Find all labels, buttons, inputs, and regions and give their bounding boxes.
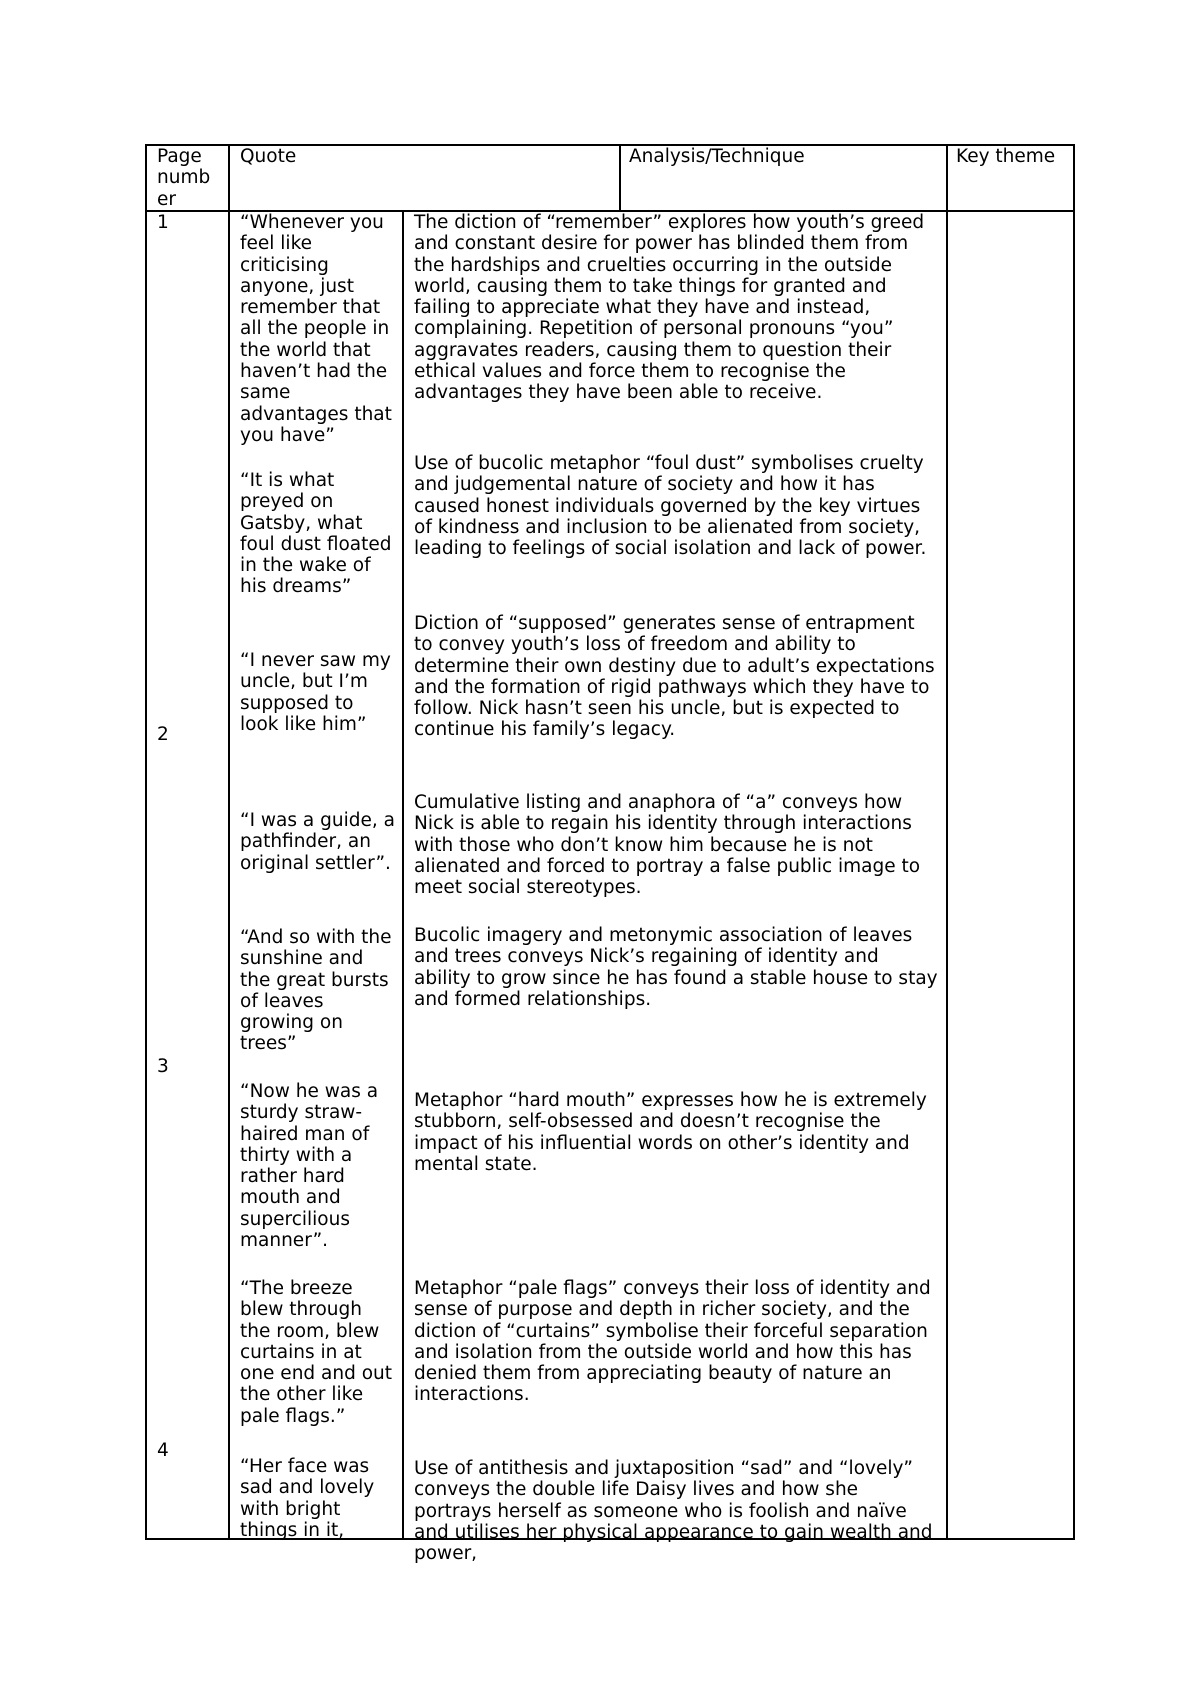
quote-analysis-divider-body	[402, 210, 404, 1540]
header-key-theme: Key theme	[956, 146, 1056, 167]
quote-cell-5: “And so with the sunshine and the great bursts of leaves growing on trees”	[240, 927, 392, 1055]
table-left-border	[145, 144, 147, 1540]
header-quote: Quote	[240, 146, 297, 167]
analysis-cell-6: Metaphor “hard mouth” expresses how he is extremely stubborn, self-obsessed and doesn’t recognise the impact of his influential words on other’s identity and mental state.	[414, 1090, 927, 1175]
quote-cell-1: “Whenever you feel like criticising anyone, just remember that all the people in the world that haven’t had the same advantages that you have”	[240, 212, 392, 446]
analysis-cell-8: Use of antithesis and juxtaposition “sad” and “lovely” conveys the double life Daisy lives and how she portrays herself as someone who is foolish and naïve and utilises her physical appearance to gain wealth and power,	[414, 1458, 933, 1565]
table-right-border	[1073, 144, 1075, 1540]
quote-analysis-divider-header	[619, 144, 621, 211]
header-analysis: Analysis/Technique	[629, 146, 805, 167]
analysis-theme-divider	[946, 144, 948, 1540]
analysis-cell-1: The diction of “remember” explores how youth’s greed and constant desire for power has blinded them from the hardships and cruelties occurring in the outside world, causing them to take things for granted and failing to appreciate what they have and instead, complaining. Repetition of personal pronouns “you” aggravates readers, causing them to question their ethical values and force them to recognise the advantages they have been able to receive.	[414, 212, 925, 404]
page-col-divider	[228, 144, 230, 1540]
quote-cell-6: “Now he was a sturdy straw-haired man of thirty with a rather hard mouth and supercilious manner”.	[240, 1081, 379, 1252]
quote-cell-3: “I never saw my uncle, but I’m supposed to look like him”	[240, 650, 391, 735]
page-number-1: 1	[157, 212, 169, 233]
header-page-number: Page numb er	[157, 146, 211, 210]
page-number-4: 4	[157, 1440, 169, 1461]
analysis-cell-3: Diction of “supposed” generates sense of entrapment to convey youth’s loss of freedom and ability to determine their own destiny due to adult’s expectations and the formation of rigid pathways which they have to follow. Nick hasn’t seen his uncle, but is expected to continue his family’s legacy.	[414, 613, 935, 741]
quote-cell-2: “It is what preyed on Gatsby, what foul dust floated in the wake of his dreams”	[240, 470, 392, 598]
analysis-cell-4: Cumulative listing and anaphora of “a” conveys how Nick is able to regain his identity through interactions with those who don’t know him because he is not alienated and forced to portray a false public image to meet social stereotypes.	[414, 792, 921, 899]
quote-cell-7: “The breeze blew through the room, blew curtains in at one end and out the other like pale flags.”	[240, 1278, 393, 1427]
page-number-2: 2	[157, 724, 169, 745]
page-number-3: 3	[157, 1056, 169, 1077]
quote-cell-4: “I was a guide, a pathfinder, an original settler”.	[240, 810, 395, 874]
analysis-cell-7: Metaphor “pale flags” conveys their loss of identity and sense of purpose and depth in richer society, and the diction of “curtains” symbolise their forceful separation and isolation from the outside world and how this has denied them from appreciating beauty of nature an interactions.	[414, 1278, 931, 1406]
analysis-cell-5: Bucolic imagery and metonymic association of leaves and trees conveys Nick’s regaining of identity and ability to grow since he has found a stable house to stay and formed relationships.	[414, 925, 938, 1010]
quote-cell-8: “Her face was sad and lovely with bright things in it,	[240, 1456, 375, 1541]
analysis-cell-2: Use of bucolic metaphor “foul dust” symbolises cruelty and judgemental nature of society and how it has caused honest individuals governed by the key virtues of kindness and inclusion to be alienated from society, leading to feelings of social isolation and lack of power.	[414, 453, 927, 560]
